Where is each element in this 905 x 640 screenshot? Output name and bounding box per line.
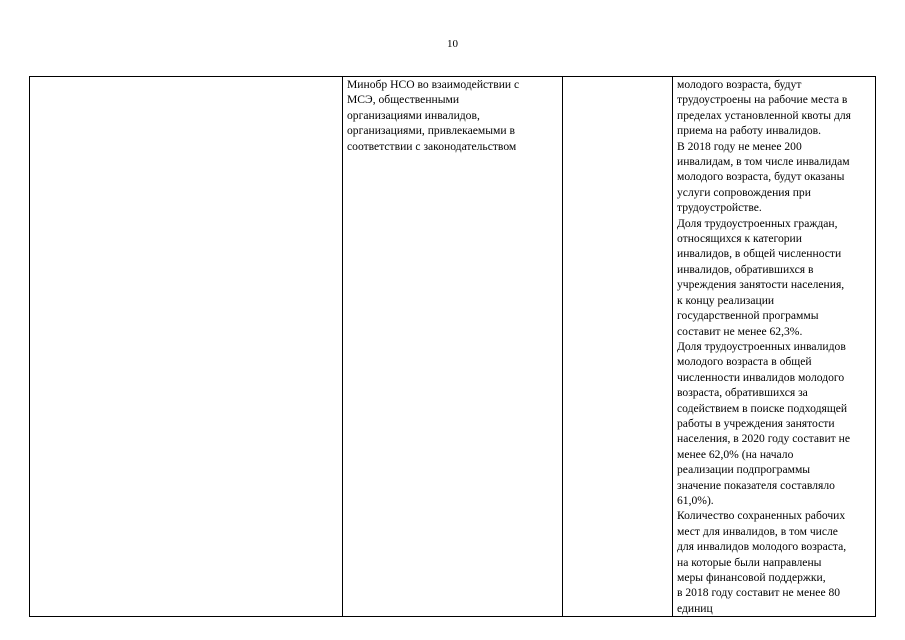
text-line: трудоустроены на рабочие места в xyxy=(677,93,848,107)
text-line: менее 62,0% (на начало xyxy=(677,447,794,461)
text-line: соответствии с законодательством xyxy=(347,139,517,153)
table-cell-empty-3 xyxy=(563,77,673,617)
text-line: составит не менее 62,3%. xyxy=(677,324,803,338)
text-line: 61,0%). xyxy=(677,493,714,507)
table-cell-responsible xyxy=(343,77,563,617)
table-cell-results xyxy=(673,77,876,617)
text-line: молодого возраста, будут xyxy=(677,78,802,91)
text-line: Доля трудоустроенных инвалидов xyxy=(677,339,846,353)
text-line: в 2018 году составит не менее 80 xyxy=(677,586,841,600)
text-line: организациями инвалидов, xyxy=(347,108,480,122)
page-number: 10 xyxy=(447,38,458,50)
text-line: численности инвалидов молодого xyxy=(677,370,845,384)
text-line: к концу реализации xyxy=(677,293,775,307)
text-line: инвалидов, в общей численности xyxy=(677,247,842,261)
table-row xyxy=(30,77,876,617)
text-line: мест для инвалидов, в том числе xyxy=(677,524,838,538)
text-line: меры финансовой поддержки, xyxy=(677,571,826,584)
text-line: Количество сохраненных рабочих xyxy=(677,509,846,523)
text-line: Доля трудоустроенных граждан, xyxy=(677,216,838,230)
document-table xyxy=(29,76,876,617)
text-line: В 2018 году не менее 200 xyxy=(677,139,802,153)
text-line: молодого возраста, будут оказаны xyxy=(677,170,845,184)
text-line: для инвалидов молодого возраста, xyxy=(677,540,847,554)
text-line: организациями, привлекаемыми в xyxy=(347,124,515,138)
text-line: приема на работу инвалидов. xyxy=(677,124,822,138)
text-line: на которые были направлены xyxy=(677,555,822,569)
text-line: услуги сопровождения при xyxy=(677,185,811,199)
text-line: учреждения занятости населения, xyxy=(677,278,845,292)
text-line: государственной программы xyxy=(677,309,819,323)
text-line: инвалидам, в том числе инвалидам xyxy=(677,155,850,169)
responsible-text xyxy=(347,77,558,154)
text-line: молодого возраста в общей xyxy=(677,355,812,369)
text-line: Минобр НСО во взаимодействии с xyxy=(347,78,520,91)
text-line: возраста, обратившихся за xyxy=(677,386,808,400)
table-cell-empty-1 xyxy=(30,77,343,617)
text-line: относящихся к категории xyxy=(677,232,802,246)
text-line: работы в учреждения занятости xyxy=(677,416,835,430)
text-line: МСЭ, общественными xyxy=(347,93,460,107)
text-line: значение показателя составляло xyxy=(677,478,835,492)
text-line: населения, в 2020 году составит не xyxy=(677,432,850,446)
text-line: трудоустройстве. xyxy=(677,201,762,215)
text-line: единиц xyxy=(677,601,713,615)
text-line: инвалидов, обратившихся в xyxy=(677,262,814,276)
text-line: содействием в поиске подходящей xyxy=(677,401,848,415)
text-line: пределах установленной квоты для xyxy=(677,108,851,122)
results-text xyxy=(677,77,871,616)
text-line: реализации подпрограммы xyxy=(677,463,811,477)
